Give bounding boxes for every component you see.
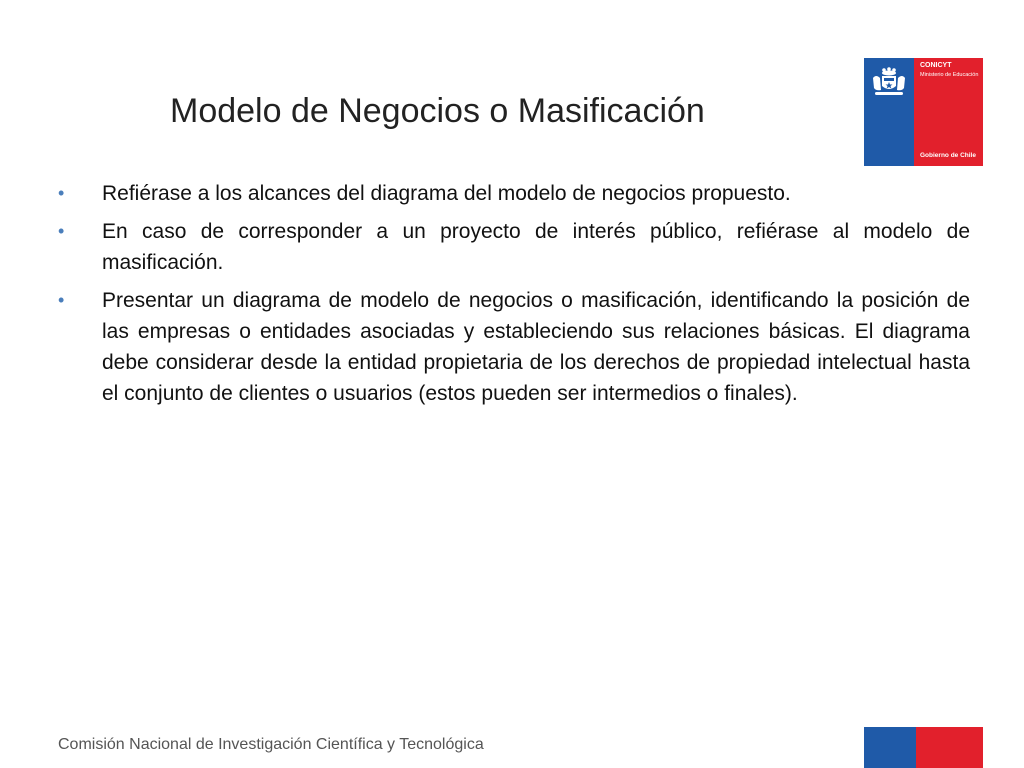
- bullet-list: [58, 178, 970, 416]
- bullet-item: [58, 285, 970, 409]
- bullet-marker: •: [58, 183, 65, 203]
- logo-red-panel: [914, 58, 983, 166]
- logo-org-name: CONICYT: [920, 62, 952, 69]
- bullet-item: [58, 216, 970, 278]
- bullet-marker: •: [58, 221, 65, 241]
- bullet-marker: •: [58, 290, 65, 310]
- conicyt-logo: [864, 58, 983, 166]
- logo-ministry: Ministerio de Educación: [920, 72, 979, 78]
- bullet-text: Refiérase a los alcances del diagrama del modelo de negocios propuesto.: [102, 182, 791, 205]
- bullet-text: Presentar un diagrama de modelo de negocios o masificación, identificando la posición de las empresas o entidades asociadas y estableciendo sus relaciones básicas. El diagrama debe considerar desde la entidad propietaria de los derechos de propiedad intelectual hasta el conjunto de clientes o usuarios (estos pueden ser intermedios o finales).: [102, 289, 970, 405]
- footer-flag-bar: [864, 727, 983, 768]
- logo-government: Gobierno de Chile: [920, 152, 976, 159]
- footer-text: Comisión Nacional de Investigación Científica y Tecnológica: [58, 736, 484, 753]
- bullet-item: [58, 178, 970, 209]
- footer-red-block: [916, 727, 983, 768]
- chile-coat-of-arms-icon: [867, 64, 911, 98]
- logo-blue-panel: [864, 58, 914, 166]
- footer-blue-block: [864, 727, 916, 768]
- slide-title: Modelo de Negocios o Masificación: [170, 92, 705, 130]
- bullet-text: En caso de corresponder a un proyecto de interés público, refiérase al modelo de masificación.: [102, 220, 970, 274]
